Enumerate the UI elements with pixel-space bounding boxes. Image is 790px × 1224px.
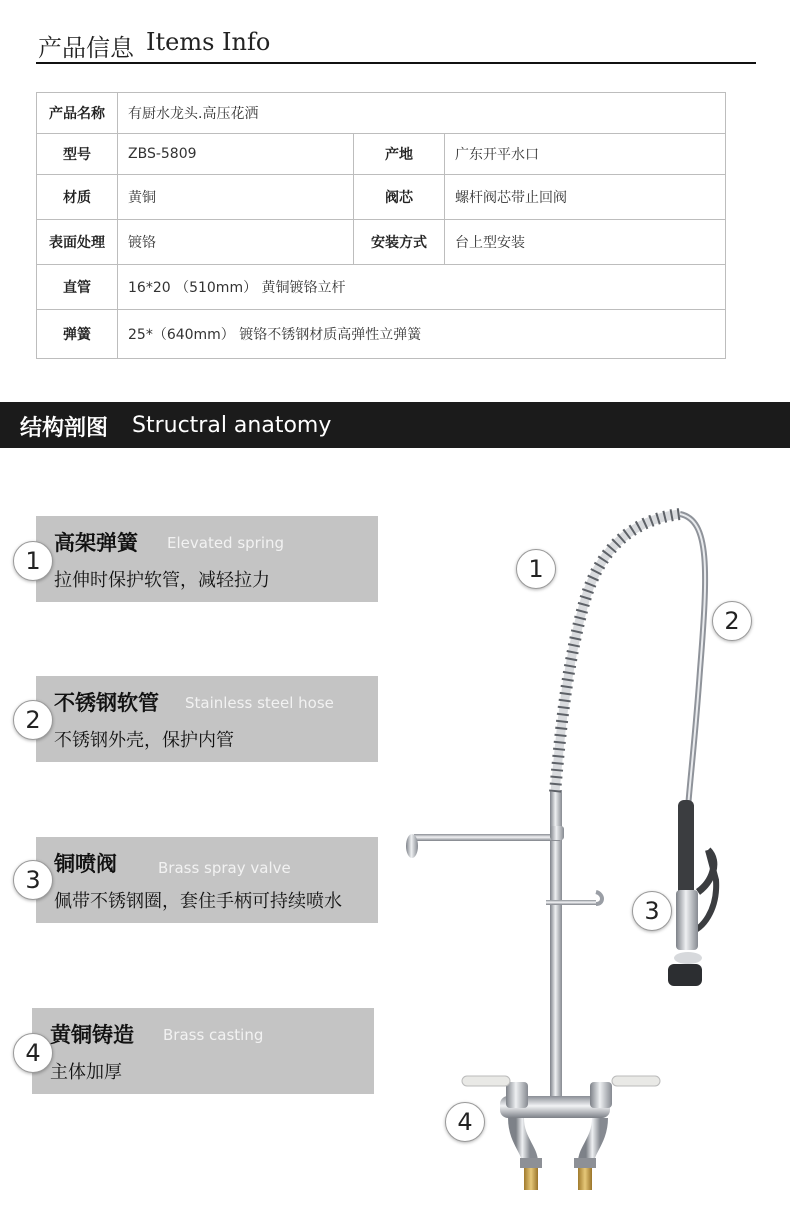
feature-desc: 不锈钢外壳，保护内管	[54, 730, 234, 751]
wall-bracket	[406, 826, 564, 858]
feature-title: 黄铜铸造	[50, 1023, 134, 1047]
spec-value-name: 有厨水龙头.高压花洒	[118, 93, 726, 134]
spec-label-pipe: 直管	[37, 265, 118, 310]
feature-number-badge: 2	[13, 700, 53, 740]
feature-card-hose	[36, 676, 378, 762]
feature-desc: 主体加厚	[50, 1062, 122, 1083]
table-row	[37, 134, 726, 175]
items-info-title-cn: 产品信息	[38, 34, 134, 62]
structure-title-cn: 结构剖图	[20, 416, 109, 441]
table-row	[37, 175, 726, 220]
callout-number: 4	[445, 1102, 485, 1142]
callout-number: 3	[632, 891, 672, 931]
structure-banner	[0, 402, 790, 448]
spring-coil	[555, 514, 680, 792]
feature-card-valve	[36, 837, 378, 923]
spec-label-origin: 产地	[354, 134, 445, 175]
spec-value-material: 黄铜	[118, 175, 354, 220]
items-info-header	[36, 24, 756, 64]
spec-value-surface: 镀铬	[118, 220, 354, 265]
spec-value-valve: 螺杆阀芯带止回阀	[445, 175, 726, 220]
feature-title: 不锈钢软管	[54, 691, 159, 715]
table-row	[37, 310, 726, 359]
spec-value-spring: 25*（640mm） 镀铬不锈钢材质高弹性立弹簧	[118, 310, 726, 359]
spec-label-valve: 阀芯	[354, 175, 445, 220]
spray-valve	[668, 800, 716, 986]
spec-value-install: 台上型安装	[445, 220, 726, 265]
feature-title-en: Brass casting	[163, 1026, 264, 1044]
spec-label-install: 安装方式	[354, 220, 445, 265]
feature-card-spring	[36, 516, 378, 602]
feature-title-en: Elevated spring	[167, 534, 285, 552]
callout-number: 2	[712, 601, 752, 641]
feature-number-badge: 1	[13, 541, 53, 581]
items-info-title-en: Items Info	[146, 28, 271, 56]
feature-number-badge: 4	[13, 1033, 53, 1073]
feature-card-casting	[32, 1008, 374, 1094]
spec-value-origin: 广东开平水口	[445, 134, 726, 175]
feature-title-en: Brass spray valve	[158, 859, 291, 877]
feature-title-en: Stainless steel hose	[185, 694, 334, 712]
spec-label-surface: 表面处理	[37, 220, 118, 265]
table-row	[37, 265, 726, 310]
spec-table	[36, 92, 726, 359]
feature-desc: 拉伸时保护软管，减轻拉力	[54, 570, 270, 591]
feature-number-badge: 3	[13, 860, 53, 900]
spec-label-spring: 弹簧	[37, 310, 118, 359]
feature-desc: 佩带不锈钢圈，套住手柄可持续喷水	[54, 891, 342, 912]
spec-label-material: 材质	[37, 175, 118, 220]
faucet-illustration	[390, 490, 780, 1204]
spec-value-pipe: 16*20 （510mm） 黄铜镀铬立杆	[118, 265, 726, 310]
steel-hose-highlight	[680, 514, 705, 808]
structure-title-en: Structral anatomy	[132, 413, 332, 438]
feature-title: 高架弹簧	[54, 531, 138, 555]
table-row	[37, 220, 726, 265]
spec-label-model: 型号	[37, 134, 118, 175]
table-row	[37, 93, 726, 134]
callout-number: 1	[516, 549, 556, 589]
spec-value-model: ZBS-5809	[118, 134, 354, 175]
feature-title: 铜喷阀	[54, 852, 117, 876]
spec-label-name: 产品名称	[37, 93, 118, 134]
